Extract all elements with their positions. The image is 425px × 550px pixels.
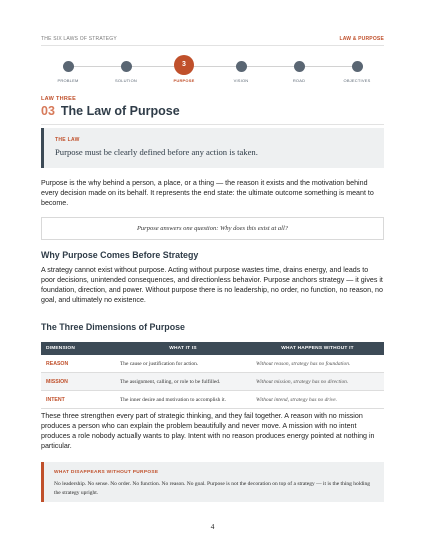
step-dot bbox=[63, 61, 74, 72]
step-objectives bbox=[329, 55, 385, 83]
what-cell: The inner desire and motivation to accomplish it. bbox=[115, 391, 251, 409]
section-heading-dimensions: The Three Dimensions of Purpose bbox=[41, 322, 185, 332]
intro-paragraph: Purpose is the why behind a person, a place, or a thing — the reason it exists and the motivation behind every decision made on its behalf. It represents the end state: the ultimate outcome something is meant to become. bbox=[41, 179, 374, 207]
the-law-callout bbox=[41, 128, 384, 168]
law-kicker: LAW THREE bbox=[41, 96, 77, 102]
page-number: 4 bbox=[210, 522, 215, 531]
callout-text: No leadership. No sense. No order. No function. No reason. No goal. Purpose is not the decoration on top of a strategy — it is the thing holding the strategy upright. bbox=[54, 481, 371, 496]
table-row bbox=[41, 373, 384, 391]
step-dot-active: 3 bbox=[174, 55, 194, 75]
what-cell: The assignment, calling, or role to be fulfilled. bbox=[115, 373, 251, 391]
step-dot bbox=[352, 61, 363, 72]
step-purpose-active bbox=[156, 55, 212, 83]
header-divider bbox=[41, 45, 384, 46]
step-dot bbox=[236, 61, 247, 72]
title-divider bbox=[41, 124, 384, 125]
step-solution bbox=[98, 55, 154, 83]
without-cell: Without intend, strategy has no drive. bbox=[251, 391, 384, 409]
book-title: THE SIX LAWS OF STRATEGY bbox=[41, 36, 117, 42]
dimension-cell: REASON bbox=[41, 355, 115, 373]
law-number: 03 bbox=[41, 104, 55, 118]
callout-label: WHAT DISAPPEARS WITHOUT PURPOSE bbox=[54, 470, 159, 475]
callout-text: Purpose must be clearly defined before any action is taken. bbox=[55, 147, 258, 157]
law-progress-stepper bbox=[41, 55, 384, 87]
step-dot bbox=[121, 61, 132, 72]
without-cell: Without reason, strategy has no foundation. bbox=[251, 355, 384, 373]
dimension-cell: INTENT bbox=[41, 391, 115, 409]
law-title-text: The Law of Purpose bbox=[60, 104, 180, 118]
running-header bbox=[41, 33, 384, 45]
step-vision bbox=[213, 55, 269, 83]
column-header-what: WHAT IT IS bbox=[115, 342, 251, 355]
column-header-without: WHAT HAPPENS WITHOUT IT bbox=[251, 342, 384, 355]
step-road bbox=[271, 55, 327, 83]
step-label: PURPOSE bbox=[173, 78, 195, 83]
without-cell: Without mission, strategy has no direction. bbox=[251, 373, 384, 391]
step-label: ROAD bbox=[292, 78, 306, 83]
step-label: SOLUTION bbox=[114, 78, 138, 83]
law-title bbox=[41, 104, 180, 118]
why-paragraph: A strategy cannot exist without purpose. Acting without purpose wastes time, drains energy, and leads to poor decisions, unintended consequences, and directionless behavior. Purpose anchors strategy — it gives it foundation, direction, and power. Without purpose there is no leadership, no order, no function, no reason, no goal, and ultimately no existence. bbox=[41, 266, 383, 304]
section-heading-why: Why Purpose Comes Before Strategy bbox=[41, 250, 199, 260]
table-row bbox=[41, 355, 384, 373]
dimensions-table bbox=[41, 342, 384, 409]
step-problem bbox=[40, 55, 96, 83]
dimensions-paragraph: These three strengthen every part of strategic thinking, and they fail together. A reason with no mission produces a person who can explain the problem beautifully and never move. A mission with no intent produces a role nobody actually wants to play. Intent with no reason produces energy pointed at nothing in particular. bbox=[41, 412, 375, 450]
step-dot bbox=[294, 61, 305, 72]
step-label: PROBLEM bbox=[57, 78, 79, 83]
step-label: VISION bbox=[233, 78, 249, 83]
dimension-cell: MISSION bbox=[41, 373, 115, 391]
table-row bbox=[41, 391, 384, 409]
column-header-dimension: DIMENSION bbox=[41, 342, 115, 355]
what-cell: The cause or justification for action. bbox=[115, 355, 251, 373]
disappears-callout bbox=[41, 462, 384, 502]
step-label: OBJECTIVES bbox=[343, 78, 371, 83]
callout-label: THE LAW bbox=[55, 137, 80, 143]
chapter-label: LAW & PURPOSE bbox=[339, 36, 384, 42]
table-header-row bbox=[41, 342, 384, 355]
pull-quote: Purpose answers one question: Why does this exist at all? bbox=[41, 217, 384, 240]
